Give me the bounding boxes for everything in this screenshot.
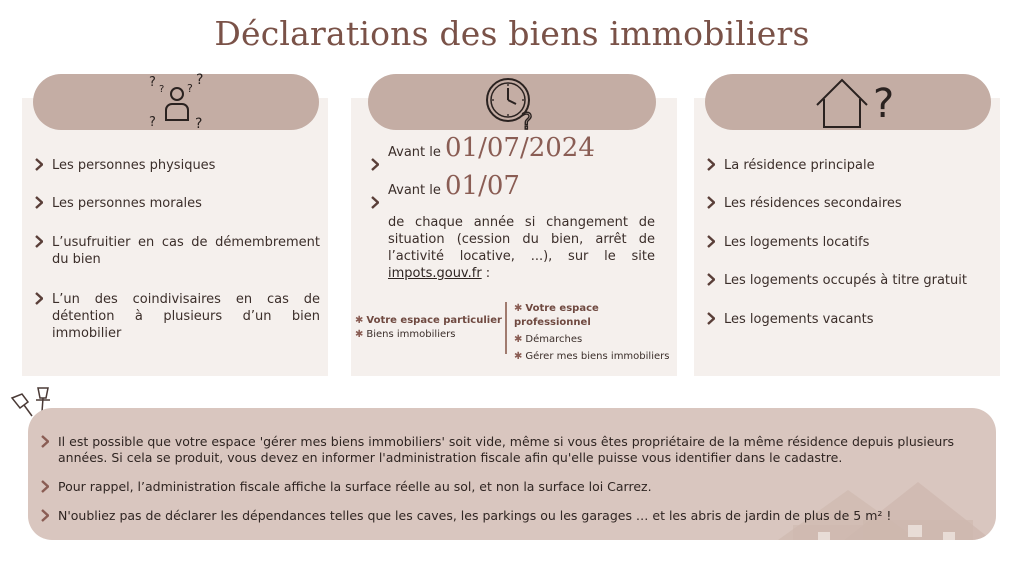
chevron-right-icon — [35, 158, 43, 171]
asterisk-icon: ✱ — [514, 334, 523, 345]
chevron-right-icon — [41, 480, 49, 493]
asterisk-icon: ✱ — [355, 329, 364, 340]
page-title: Déclarations des biens immobiliers — [214, 14, 810, 53]
chevron-right-icon — [35, 196, 43, 209]
info-note: N'oubliez pas de déclarer les dépendances telles que les caves, les parkings ou les garages … et les abris de jardin de plus de 5 m² ! — [58, 508, 968, 524]
chevron-right-icon — [707, 312, 715, 325]
info-note: Pour rappel, l’administration fiscale affiche la surface réelle au sol, et non la surface loi Carrez. — [58, 479, 968, 495]
chevron-right-icon — [41, 435, 49, 448]
list-item: L’un des coindivisaires en cas de détention à plusieurs d’un bien immobilier — [52, 291, 320, 342]
svg-text:?: ? — [159, 84, 165, 95]
svg-text:?: ? — [521, 110, 533, 132]
list-item: Les logements vacants — [724, 311, 994, 328]
svg-text:?: ? — [873, 81, 895, 127]
persons-question-icon — [146, 72, 208, 136]
info-panel — [28, 408, 996, 540]
clock-question-icon — [484, 76, 544, 136]
list-item: La résidence principale — [724, 157, 994, 174]
list-item-date-2: Avant le 01/07 — [388, 178, 668, 199]
chevron-right-icon — [371, 196, 379, 209]
list-item: Les logements occupés à titre gratuit — [724, 272, 994, 289]
asterisk-icon: ✱ — [514, 303, 523, 314]
svg-text:?: ? — [196, 72, 204, 88]
deadline-date: 01/07 — [445, 171, 520, 201]
list-item: Les personnes morales — [52, 195, 322, 212]
list-item: Les personnes physiques — [52, 157, 322, 174]
info-note: Il est possible que votre espace 'gérer mes biens immobiliers' soit vide, même si vous êtes propriétaire de la même résidence depuis plusieurs années. Si cela se produit, vous devez en informer l'administration fiscale afin qu'elle puisse vous identifier dans le cadastre. — [58, 434, 968, 465]
chevron-right-icon — [41, 509, 49, 522]
espace-particulier: ✱ Votre espace particulier ✱ Biens immobiliers — [355, 315, 502, 340]
list-item: Les logements locatifs — [724, 234, 994, 251]
chevron-right-icon — [35, 235, 43, 248]
deadline-date: 01/07/2024 — [445, 133, 595, 163]
impots-link[interactable]: impots.gouv.fr — [388, 266, 482, 281]
asterisk-icon: ✱ — [514, 351, 523, 362]
espace-professionnel: ✱ Votre espace professionnel ✱ Démarches ✱ Gérer mes biens immobiliers — [514, 303, 670, 362]
house-question-icon — [815, 77, 903, 135]
svg-text:?: ? — [187, 82, 193, 95]
list-item: L’usufruitier en cas de démembrement du bien — [52, 234, 320, 268]
svg-text:?: ? — [149, 75, 156, 90]
chevron-right-icon — [35, 292, 43, 305]
svg-text:?: ? — [149, 115, 156, 130]
chevron-right-icon — [707, 273, 715, 286]
divider — [505, 302, 507, 354]
chevron-right-icon — [707, 196, 715, 209]
chevron-right-icon — [707, 235, 715, 248]
date-2-description: de chaque année si changement de situation (cession du bien, arrêt de l’activité locative, ...), sur le site impots.gouv.fr : — [388, 215, 655, 281]
asterisk-icon: ✱ — [355, 315, 364, 326]
svg-text:?: ? — [195, 116, 203, 132]
list-item: Les résidences secondaires — [724, 195, 994, 212]
list-item-date-1: Avant le 01/07/2024 — [388, 140, 668, 161]
chevron-right-icon — [371, 158, 379, 171]
chevron-right-icon — [707, 158, 715, 171]
